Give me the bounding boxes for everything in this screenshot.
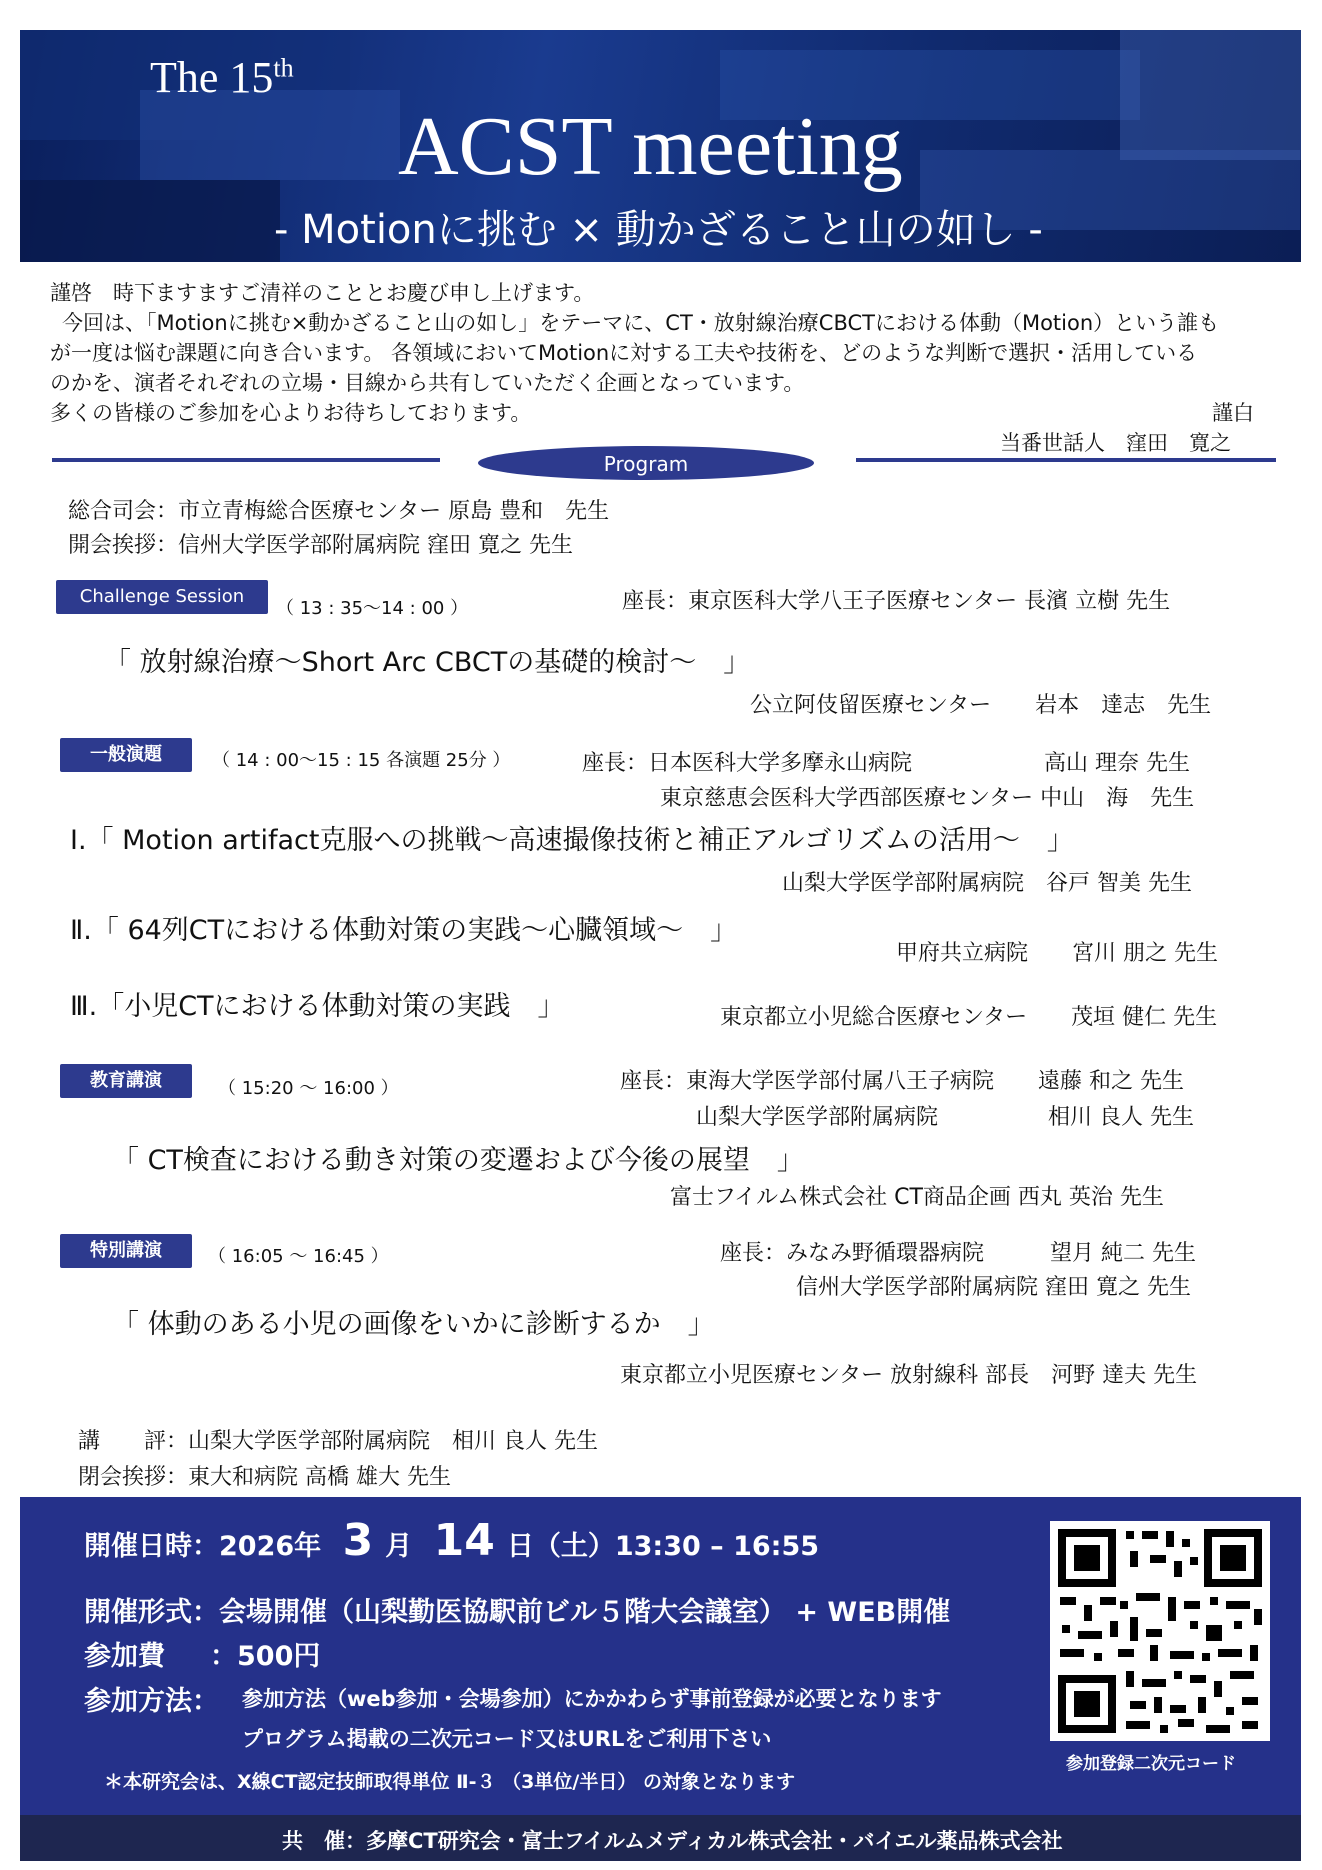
method-line-1: 参加方法（web参加・会場参加）にかかわらず事前登録が必要となります: [242, 1687, 942, 1711]
meeting-title: ACST meeting: [398, 100, 903, 193]
education-chair-1: 座長：東海大学医学部付属八王子病院 遠藤 和之 先生: [620, 1069, 1184, 1094]
general-speaker-2: 甲府共立病院 宮川 朋之 先生: [896, 941, 1218, 966]
special-chair-2: 信州大学医学部附属病院 窪田 寛之 先生: [796, 1275, 1191, 1300]
date-label: 開催日時：2026年: [84, 1531, 322, 1562]
special-chair-1: 座長：みなみ野循環器病院 望月 純二 先生: [720, 1241, 1196, 1266]
qr-code-icon: [1050, 1521, 1270, 1741]
challenge-chair: 座長：東京医科大学八王子医療センター 長濱 立樹 先生: [622, 589, 1171, 614]
divider-left: [52, 458, 440, 462]
closing-remarks: 閉会挨拶：東大和病院 高橋 雄大 先生: [78, 1465, 451, 1490]
special-talk: 「 体動のある小児の画像をいかに診断するか 」: [112, 1309, 715, 1340]
general-label: 一般演題: [60, 738, 192, 772]
qr-caption: 参加登録二次元コード: [1066, 1754, 1236, 1774]
fee-value: ：500円: [210, 1641, 321, 1672]
challenge-speaker: 公立阿伎留医療センター 岩本 達志 先生: [750, 693, 1212, 718]
special-label: 特別講演: [60, 1234, 192, 1268]
mc: 総合司会：市立青梅総合医療センター 原島 豊和 先生: [68, 499, 610, 524]
general-speaker-3: 東京都立小児総合医療センター 茂垣 健仁 先生: [720, 1005, 1218, 1030]
date-month-unit: 月: [385, 1531, 413, 1562]
education-chair-2: 山梨大学医学部附属病院 相川 良人 先生: [696, 1105, 1194, 1130]
education-speaker: 富士フイルム株式会社 CT商品企画 西丸 英治 先生: [670, 1185, 1164, 1210]
meeting-subtitle: - Motionに挑む × 動かざること山の如し -: [274, 207, 1043, 253]
edition-suffix: th: [273, 53, 294, 83]
organizer: 当番世話人 窪田 寛之: [1000, 431, 1231, 455]
review: 講 評：山梨大学医学部附属病院 相川 良人 先生: [78, 1429, 598, 1454]
method-line-2: プログラム掲載の二次元コード又はURLをご利用下さい: [242, 1727, 772, 1751]
general-speaker-1: 山梨大学医学部附属病院 谷戸 智美 先生: [782, 871, 1192, 896]
header-banner: [20, 30, 1301, 262]
general-time: （ 14 : 00～15 : 15 各演題 25分 ）: [212, 750, 511, 771]
event-info-box: [20, 1497, 1301, 1815]
event-format: 開催形式：会場開催（山梨勤医協駅前ビル５階大会議室） + WEB開催: [84, 1597, 951, 1628]
challenge-talk: 「 放射線治療～Short Arc CBCTの基礎的検討～ 」: [104, 647, 751, 678]
intro-line-5: 多くの皆様のご参加を心よりお待ちしております。: [50, 401, 532, 425]
general-chair-1: 座長：日本医科大学多摩永山病院 高山 理奈 先生: [582, 751, 1190, 776]
intro-line-1: 謹啓 時下ますますご清祥のこととお慶び申し上げます。: [50, 281, 595, 305]
sponsors: 共 催：多摩CT研究会・富士フイルムメディカル株式会社・バイエル薬品株式会社: [282, 1829, 1063, 1853]
challenge-time: （ 13 : 35～14 : 00 ）: [276, 598, 469, 619]
registration-qr-code[interactable]: [1050, 1521, 1270, 1741]
general-talk-1: Ⅰ.「 Motion artifact克服への挑戦～高速撮像技術と補正アルゴリズムの活用～ 」: [70, 825, 1074, 856]
intro-line-2: 今回は、「Motionに挑む×動かざること山の如し」をテーマに、CT・放射線治療CBCTにおける体動（Motion）という誰も: [62, 311, 1220, 335]
footer: [20, 1815, 1301, 1861]
general-chair-2: 東京慈恵会医科大学西部医療センター 中山 海 先生: [660, 786, 1195, 811]
intro-line-3: が一度は悩む課題に向き合います。 各領域においてMotionに対する工夫や技術を、どのような判断で選択・活用している: [50, 341, 1198, 365]
date-day: 14: [433, 1515, 495, 1566]
opening-greeting: 開会挨拶：信州大学医学部附属病院 窪田 寛之 先生: [68, 533, 573, 558]
education-talk: 「 CT検査における動き対策の変遷および今後の展望 」: [112, 1145, 804, 1176]
intro-line-4: のかを、演者それぞれの立場・目線から共有していただく企画となっています。: [50, 371, 805, 395]
education-time: （ 15:20 ～ 16:00 ）: [218, 1078, 399, 1099]
special-time: （ 16:05 ～ 16:45 ）: [208, 1246, 389, 1267]
general-talk-2: Ⅱ.「 64列CTにおける体動対策の実践～心臓領域～ 」: [70, 915, 738, 946]
divider-right: [856, 458, 1276, 462]
challenge-session-label: Challenge Session: [56, 580, 268, 614]
special-speaker: 東京都立小児医療センター 放射線科 部長 河野 達夫 先生: [620, 1363, 1198, 1388]
fee-label: 参加費: [84, 1641, 165, 1672]
credit-note: ＊本研究会は、X線CT認定技師取得単位 Ⅱ-３ （3単位/半日） の対象となります: [104, 1771, 795, 1793]
education-label: 教育講演: [60, 1064, 192, 1098]
closing-salutation: 謹白: [1212, 401, 1254, 425]
general-talk-3: Ⅲ.「小児CTにおける体動対策の実践 」: [70, 991, 565, 1022]
edition-number: The 15: [150, 53, 274, 102]
program-label: Program: [603, 452, 689, 476]
date-rest: 日（土）13:30 – 16:55: [506, 1531, 820, 1562]
method-label: 参加方法：: [84, 1686, 219, 1717]
date-month: 3: [342, 1515, 374, 1566]
meeting-edition: [150, 52, 294, 103]
event-date: [84, 1515, 819, 1566]
